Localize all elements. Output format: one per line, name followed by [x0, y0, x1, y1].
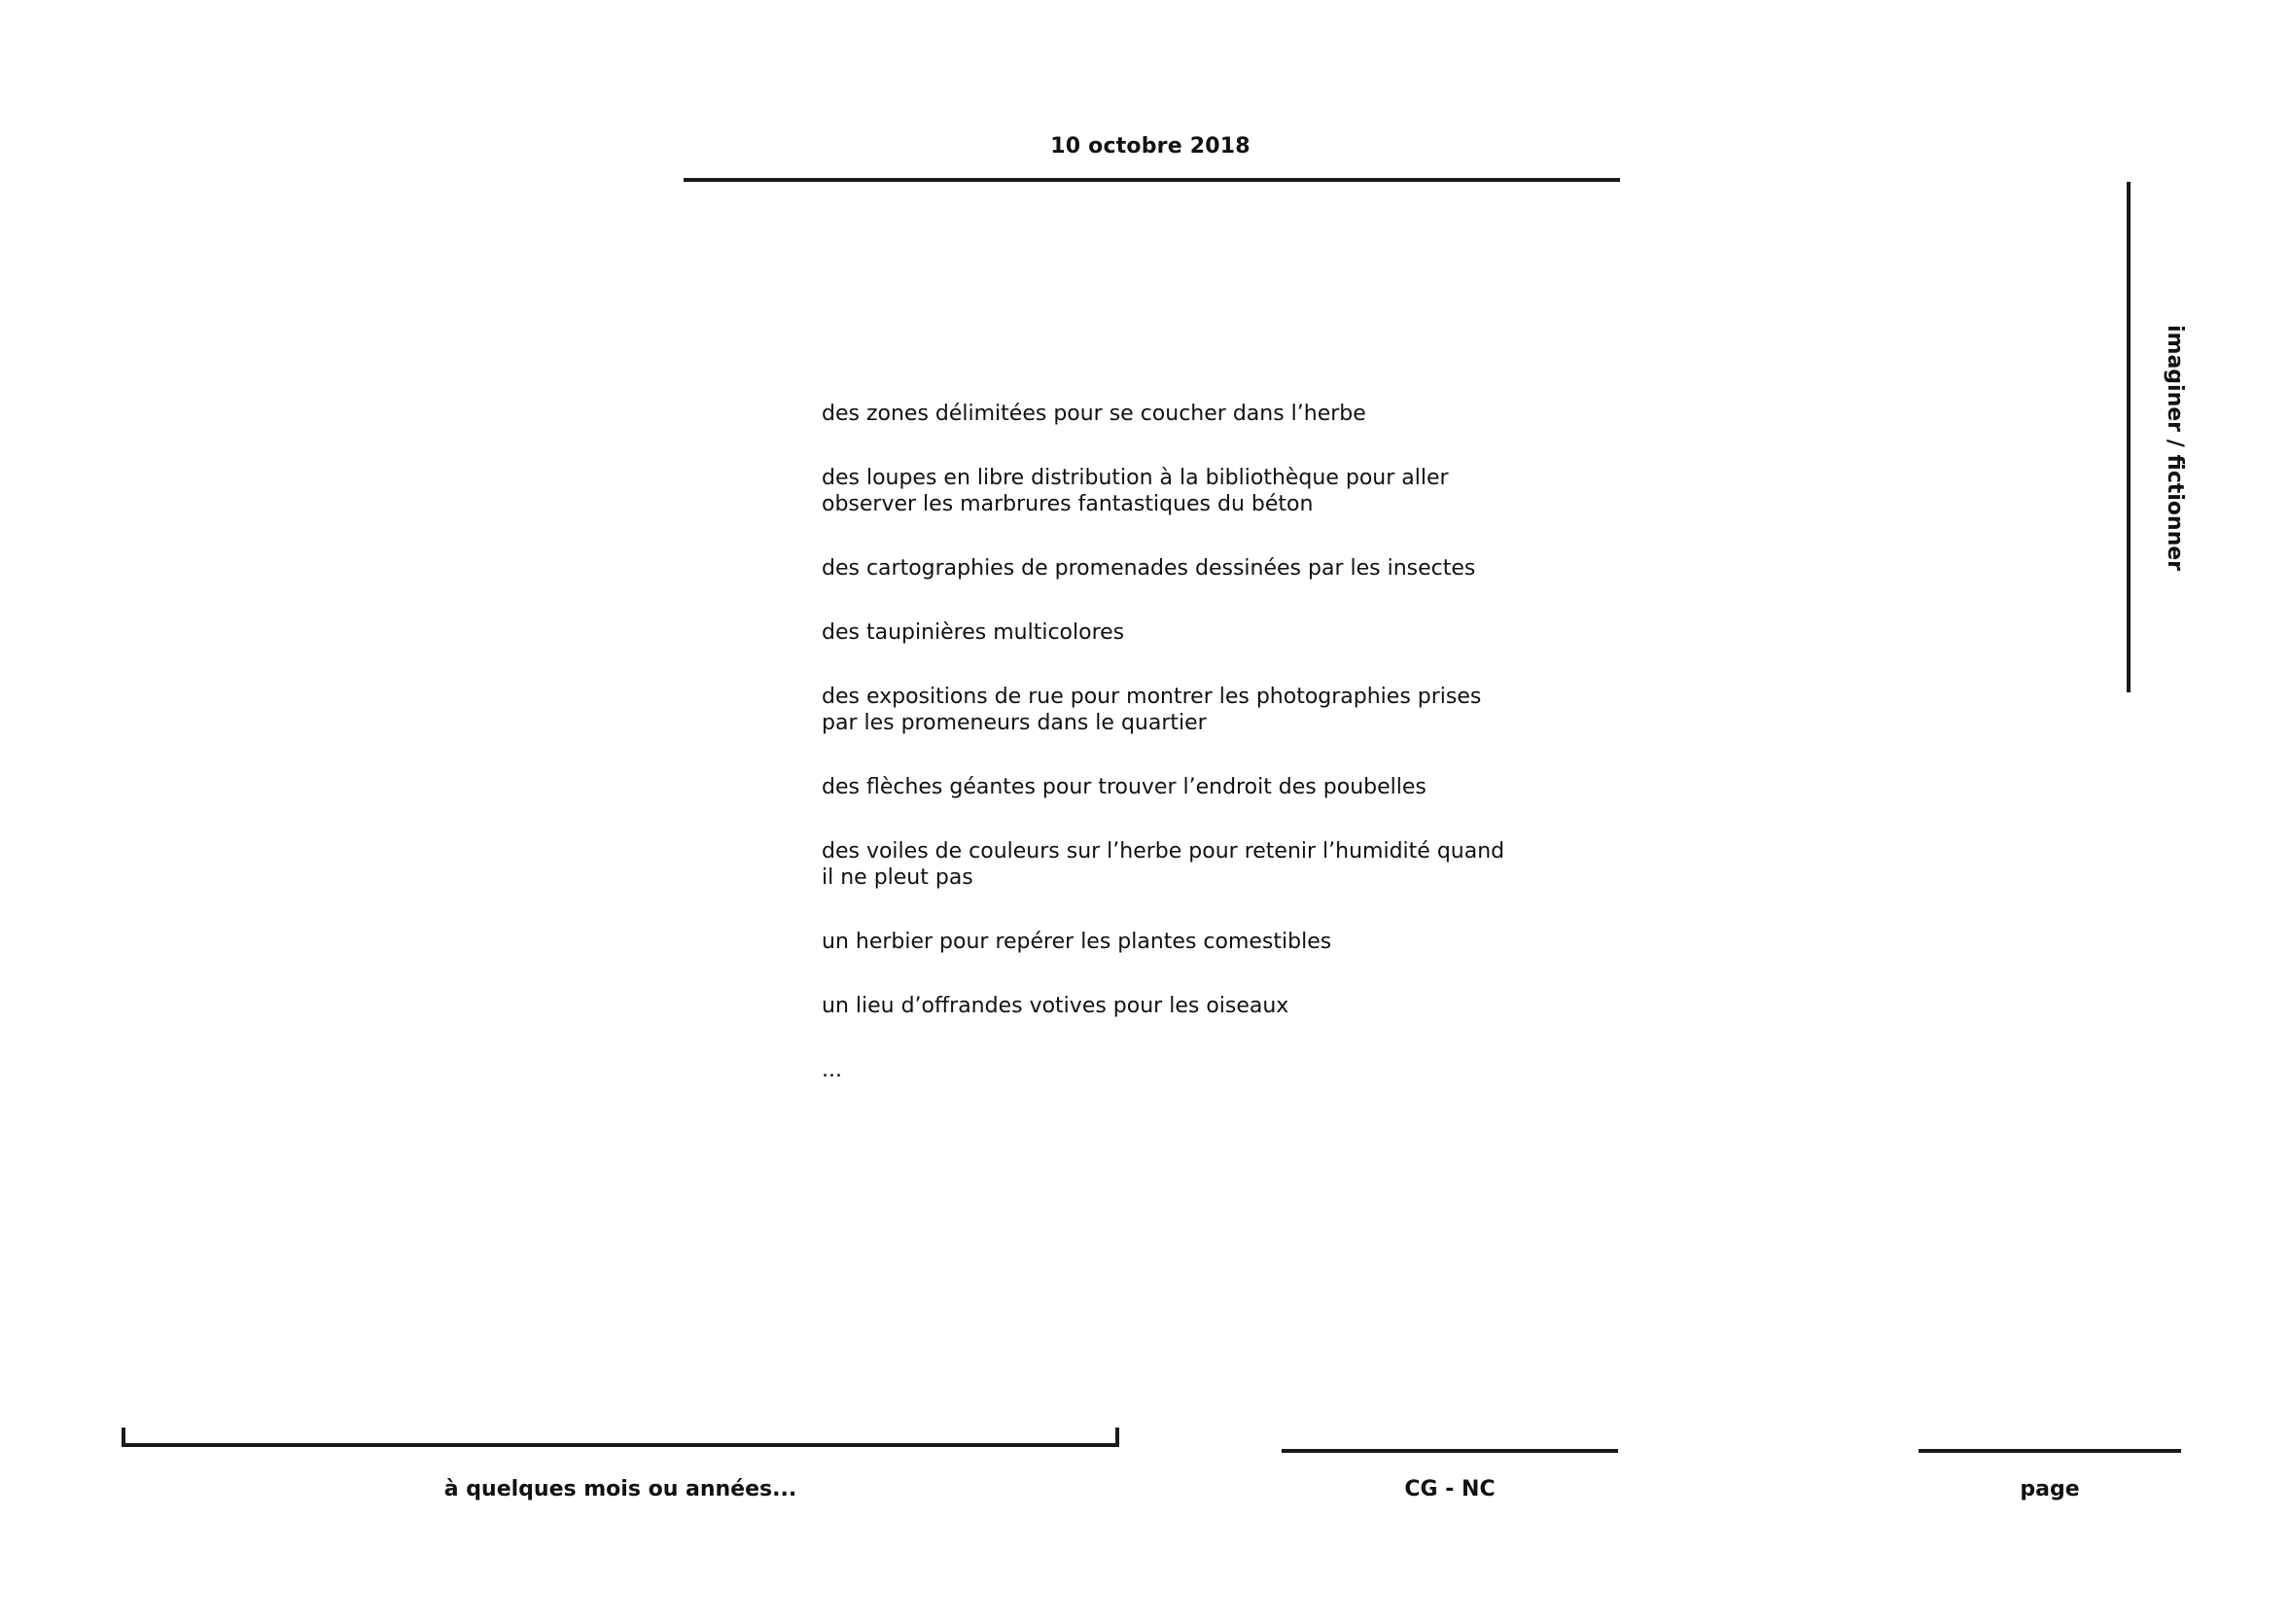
footer-page-label: page [2020, 1477, 2080, 1501]
list-item-line: des cartographies de promenades dessinées par les insectes [822, 556, 1476, 581]
list-item [822, 993, 1522, 1019]
side-section-label: imaginer / fictionner [2163, 325, 2187, 571]
list-item [822, 401, 1522, 427]
list-item [822, 838, 1522, 891]
footer-bracket [122, 1428, 1119, 1447]
list-item-ellipsis [822, 1057, 1522, 1083]
list-item [822, 465, 1522, 517]
list-item-line: un lieu d’offrandes votives pour les oiseaux [822, 994, 1289, 1018]
list-item-line: des loupes en libre distribution à la bibliothèque pour aller [822, 466, 1449, 490]
list-item [822, 774, 1522, 800]
footer-authors: CG - NC [1404, 1477, 1496, 1501]
list-item-line: des expositions de rue pour montrer les photographies prises [822, 685, 1482, 709]
list-item-line: par les promeneurs dans le quartier [822, 711, 1207, 735]
list-item [822, 619, 1522, 646]
footer-rule-center [1282, 1449, 1618, 1453]
page-date: 10 octobre 2018 [1050, 134, 1251, 159]
list-item [822, 555, 1522, 582]
footer-rule-right [1919, 1449, 2181, 1453]
side-rule [2127, 182, 2131, 692]
header-rule [684, 178, 1620, 182]
footer-left-text: à quelques mois ou années... [443, 1477, 797, 1501]
list-item-line: ... [822, 1058, 842, 1082]
list-item-line: des voiles de couleurs sur l’herbe pour retenir l’humidité quand [822, 839, 1505, 864]
list-item-line: des flèches géantes pour trouver l’endroit des poubelles [822, 775, 1427, 799]
list-item [822, 684, 1522, 736]
list-item-line: des taupinières multicolores [822, 620, 1125, 645]
list-item-line: il ne pleut pas [822, 865, 973, 890]
list-item-line: observer les marbrures fantastiques du béton [822, 492, 1314, 516]
list-item-line: des zones délimitées pour se coucher dans l’herbe [822, 402, 1366, 426]
idea-list [822, 401, 1522, 1083]
list-item-line: un herbier pour repérer les plantes comestibles [822, 930, 1332, 954]
list-item [822, 929, 1522, 955]
